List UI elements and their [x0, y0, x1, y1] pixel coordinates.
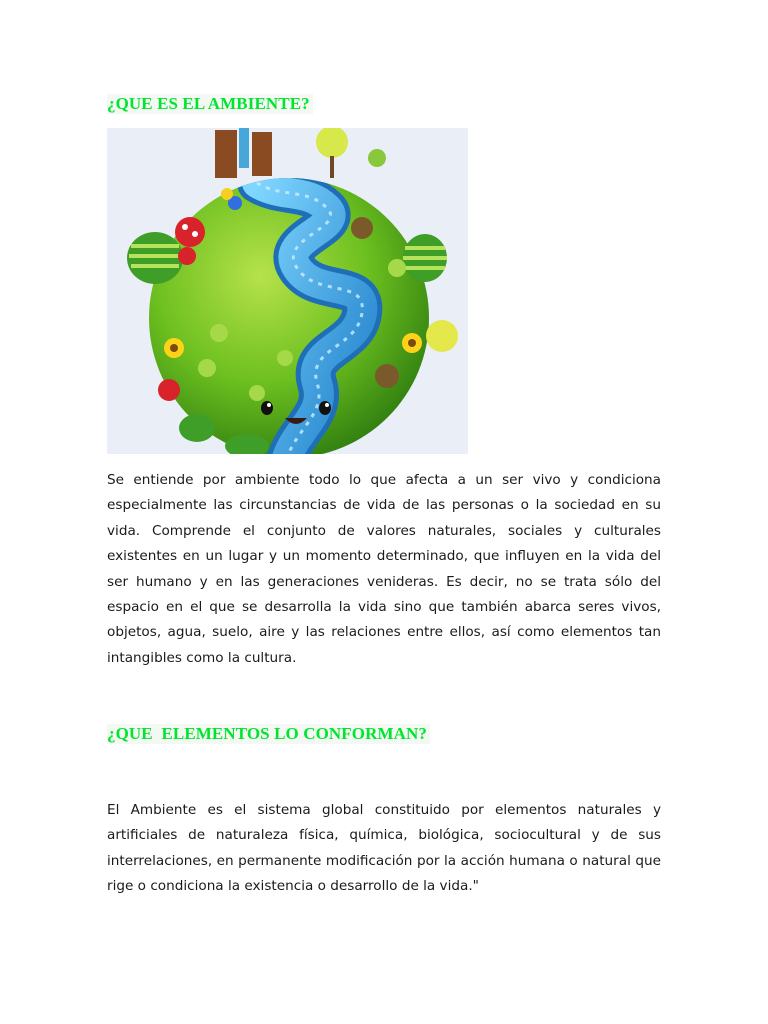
- paragraph-ambiente-definition: Se entiende por ambiente todo lo que afecta a un ser vivo y condiciona especialmente las circunstancias de vida de las personas o la sociedad en su vida. Comprende el conjunto de valores naturales, sociales y culturales existentes en un lugar y un momento determinado, que influyen en la vida del ser humano y en las generaciones venideras. Es decir, no se trata sólo del espacio en el que se desarrolla la vida sino que también abarca seres vivos, objetos, agua, suelo, aire y las relaciones entre ellos, así como elementos tan intangibles como la cultura.: [107, 472, 661, 666]
- planet-earth-icon: [107, 128, 468, 454]
- planet-earth-illustration: [107, 128, 468, 454]
- section-heading-elementos: ¿QUE ELEMENTOS LO CONFORMAN?: [107, 724, 430, 744]
- section-heading-ambiente: ¿QUE ES EL AMBIENTE?: [107, 94, 313, 114]
- paragraph-elementos-definition: El Ambiente es el sistema global constituido por elementos naturales y artificiales de naturaleza física, química, biológica, sociocultural y de sus interrelaciones, en permanente modificación por la acción humana o natural que rige o condiciona la existencia o desarrollo de la vida.": [107, 802, 661, 895]
